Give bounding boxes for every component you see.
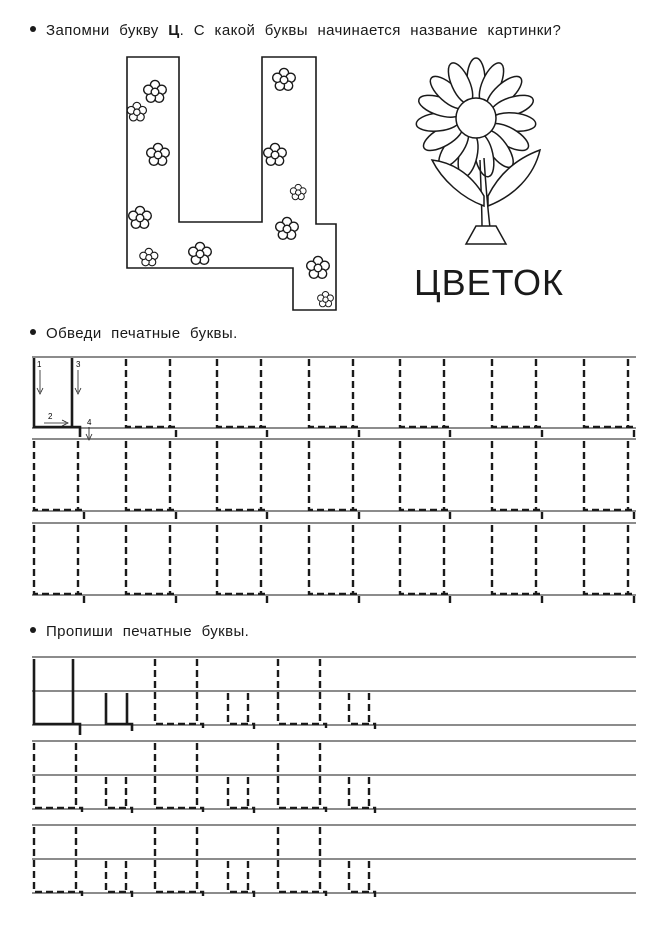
dashed-letter-ts (309, 359, 359, 437)
flower-icon (415, 58, 540, 244)
writing-lines (32, 657, 636, 893)
dashed-letter-ts (155, 743, 203, 816)
dashed-letter-ts (217, 359, 267, 437)
dashed-letter-ts (349, 777, 375, 816)
dashed-letter-ts (126, 525, 176, 604)
dashed-letter-ts (492, 441, 542, 520)
stroke-number-2: 2 (48, 412, 53, 421)
dashed-letter-ts (34, 525, 84, 604)
dashed-letter-ts (155, 827, 203, 900)
stroke-number-1: 1 (37, 360, 42, 369)
dashed-letter-ts (106, 777, 132, 816)
dashed-letter-ts (584, 441, 634, 520)
dashed-letter-ts (278, 659, 326, 732)
dashed-letter-ts (584, 359, 634, 437)
dashed-letter-ts (278, 827, 326, 900)
instruction-2: Обведи печатные буквы. (30, 325, 238, 342)
dashed-letter-ts (228, 777, 254, 816)
dashed-letter-ts (309, 525, 359, 604)
stroke-number-3: 3 (76, 360, 81, 369)
dashed-letter-ts (34, 441, 84, 520)
dashed-letter-ts (155, 659, 203, 732)
dashed-letters (34, 359, 634, 900)
picture-word: ЦВЕТОК (414, 262, 564, 303)
highlighted-letter: Ц (168, 22, 180, 39)
dashed-letter-ts (349, 861, 375, 900)
dashed-letter-ts (228, 861, 254, 900)
dashed-letter-ts (126, 441, 176, 520)
tracing-lines (32, 357, 636, 595)
dashed-letter-ts (126, 359, 176, 437)
dashed-letter-ts (278, 743, 326, 816)
dashed-letter-ts (400, 525, 450, 604)
example-letters-small (34, 659, 132, 735)
instruction-1: Запомни букву Ц. С какой буквы начинается название картинки? (30, 22, 561, 39)
dashed-letter-ts (228, 693, 254, 732)
dashed-letter-ts (349, 693, 375, 732)
stroke-number-4: 4 (87, 418, 92, 427)
dashed-letter-ts (106, 861, 132, 900)
dashed-letter-ts (584, 525, 634, 604)
letter-ts-with-flowers (127, 57, 336, 310)
dashed-letter-ts (34, 743, 82, 816)
dashed-letter-ts (400, 441, 450, 520)
instruction-3: Пропиши печатные буквы. (30, 623, 249, 640)
dashed-letter-ts (309, 441, 359, 520)
dashed-letter-ts (492, 525, 542, 604)
dashed-letter-ts (400, 359, 450, 437)
dashed-letter-ts (217, 441, 267, 520)
dashed-letter-ts (217, 525, 267, 604)
dashed-letter-ts (34, 827, 82, 900)
dashed-letter-ts (492, 359, 542, 437)
